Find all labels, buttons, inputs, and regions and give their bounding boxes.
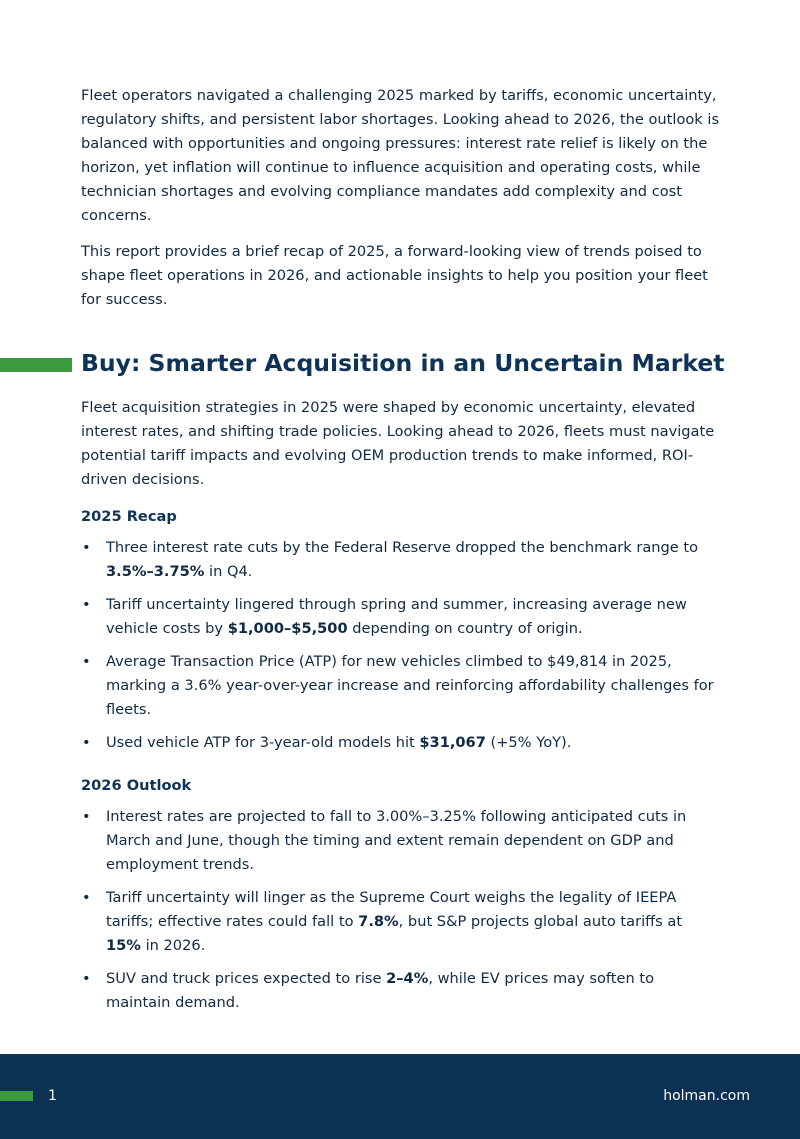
bullet-icon: •: [82, 653, 91, 670]
recap-heading: 2025 Recap: [81, 508, 177, 525]
section-title: Buy: Smarter Acquisition in an Uncertain Market: [81, 349, 725, 377]
outlook-list: [81, 805, 721, 1015]
list-item: • Interest rates are projected to fall to 3.00%–3.25% following anticipated cuts in March and June, though the timing and extent remain dependent on GDP and employment trends.: [81, 805, 721, 877]
bullet-icon: •: [82, 808, 91, 825]
document-body: [81, 84, 725, 1035]
section-intro: Fleet acquisition strategies in 2025 were shaped by economic uncertainty, elevated interest rates, and shifting trade policies. Looking ahead to 2026, fleets must navigate potential tariff impacts and evolving OEM production trends to make informed, ROI-driven decisions.: [81, 399, 715, 488]
bullet-icon: •: [82, 596, 91, 613]
recap-list: [81, 536, 721, 755]
list-item: • Average Transaction Price (ATP) for new vehicles climbed to $49,814 in 2025, marking a 3.6% year-over-year increase and reinforcing affordability challenges for fleets.: [81, 650, 721, 722]
bullet-icon: •: [82, 734, 91, 751]
list-item: • Tariff uncertainty lingered through spring and summer, increasing average new vehicle costs by $1,000–$5,500 depending on country of origin.: [81, 593, 721, 641]
intro-paragraph-2: This report provides a brief recap of 2025, a forward-looking view of trends poised to shape fleet operations in 2026, and actionable insights to help you position your fleet for success.: [81, 243, 708, 308]
bullet-icon: •: [82, 539, 91, 556]
bullet-icon: •: [82, 970, 91, 987]
list-item: • Three interest rate cuts by the Federal Reserve dropped the benchmark range to 3.5%–3.75% in Q4.: [81, 536, 721, 584]
list-item: • Tariff uncertainty will linger as the Supreme Court weighs the legality of IEEPA tariffs; effective rates could fall to 7.8%, but S&P projects global auto tariffs at 15% in 2026.: [81, 886, 721, 958]
page-footer: [0, 1054, 800, 1139]
section-accent-bar: [0, 358, 72, 372]
intro-paragraph-1: Fleet operators navigated a challenging 2025 marked by tariffs, economic uncertainty, regulatory shifts, and persistent labor shortages. Looking ahead to 2026, the outlook is balanced with opportunities and ongoing pressures: interest rate relief is likely on the horizon, yet inflation will continue to influence acquisition and operating costs, while technician shortages and evolving compliance mandates add complexity and cost concerns.: [81, 87, 720, 224]
website-link[interactable]: holman.com: [663, 1088, 750, 1104]
list-item: • Used vehicle ATP for 3-year-old models hit $31,067 (+5% YoY).: [81, 731, 721, 755]
outlook-heading: 2026 Outlook: [81, 777, 192, 794]
list-item: • SUV and truck prices expected to rise 2–4%, while EV prices may soften to maintain demand.: [81, 967, 721, 1015]
footer-accent-bar: [0, 1091, 33, 1101]
page-number: 1: [48, 1088, 57, 1104]
bullet-icon: •: [82, 889, 91, 906]
